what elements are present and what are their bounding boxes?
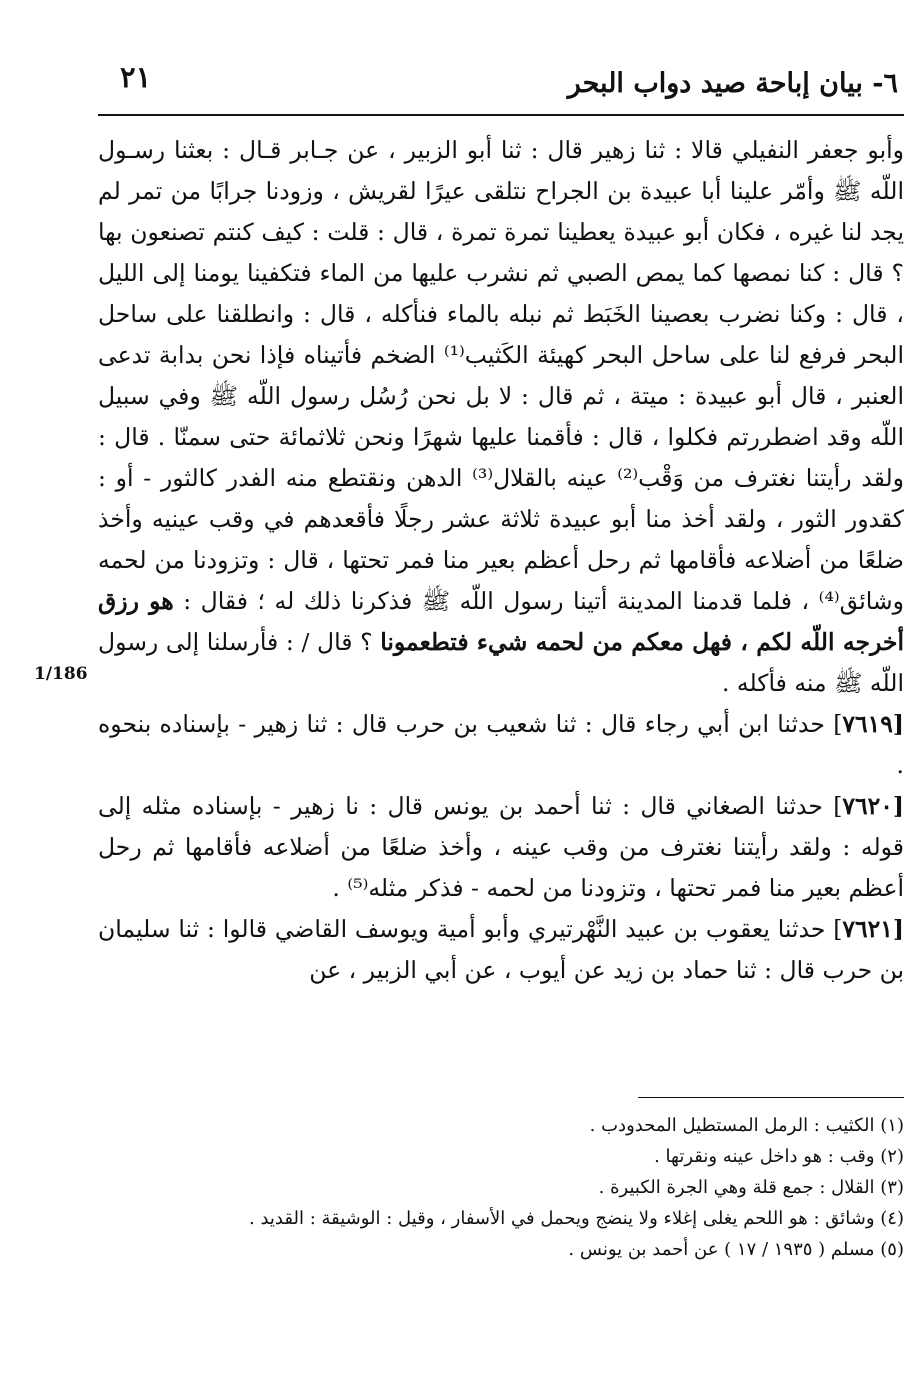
footnote-3: (٣) القلال : جمع قلة وهي الجرة الكبيرة . <box>598 1177 904 1198</box>
hadith-number: ٧٦٢١ <box>842 915 893 943</box>
margin-reference: 1/186 <box>34 664 88 684</box>
hadith-text: ] حدثنا الصغاني قال : ثنا أحمد بن يونس قال : نا زهير - بإسناده مثله إلى قوله : ولقد رأيتنا نغترف من وقب عينه ، وأخذ ضلعًا من أضلاعه فأقامها ثم رحل أعظم بعير منا فمر تحتها ، وتزودنا من لحمه - فذكر مثله⁽⁵⁾ . <box>98 792 904 902</box>
chapter-title: ٦- بيان إباحة صيد دواب البحر <box>567 68 898 99</box>
footnote-rule <box>638 1097 904 1098</box>
main-text <box>98 130 904 991</box>
hadith-text: ] حدثنا يعقوب بن عبيد النَّهْرتيري وأبو أمية ويوسف القاضي قالوا : ثنا سليمان بن حرب قال : ثنا حماد بن زيد عن أيوب ، عن أبي الزبير ، عن <box>98 915 904 984</box>
paragraph-1 <box>98 130 904 704</box>
footnote-1: (١) الكثيب : الرمل المستطيل المحدودب . <box>589 1115 904 1136</box>
hadith-7621 <box>98 909 904 991</box>
footnote-2: (٢) وقب : هو داخل عينه ونقرتها . <box>654 1146 904 1167</box>
paragraph-1-end: ؟ قال / : فأرسلنا إلى رسول اللّه ﷺ منه فأكله . <box>98 628 904 697</box>
header-rule <box>98 114 904 116</box>
hadith-7619 <box>98 704 904 786</box>
page-header <box>98 60 904 110</box>
paragraph-1-text: وأبو جعفر النفيلي قالا : ثنا زهير قال : ثنا أبو الزبير ، عن جـابر قـال : بعثنا رسـول اللّه ﷺ وأمّر علينا أبا عبيدة بن الجراح نتلقى عيرًا لقريش ، وزودنا جرابًا من تمر لم يجد لنا غيره ، فكان أبو عبيدة يعطينا تمرة تمرة ، قال : قلت : كيف كنتم تصنعون بها ؟ قال : كنا نمصها كما يمص الصبي ثم نشرب عليها من الماء فتكفينا يومنا إلى الليل ، قال : وكنا نضرب بعصينا الخَبَط ثم نبله بالماء فنأكله ، قال : وانطلقنا على ساحل البحر فرفع لنا على ساحل البحر كهيئة الكَثيب⁽¹⁾ الضخم فأتيناه فإذا نحن بدابة تدعى العنبر ، قال أبو عبيدة : ميتة ، ثم قال : لا بل نحن رُسُل رسول اللّه ﷺ وفي سبيل اللّه وقد اضطررتم فكلوا ، قال : فأقمنا عليها شهرًا ونحن ثلاثمائة حتى سمنّا . قال : ولقد رأيتنا نغترف من وَقْب⁽²⁾ عينه بالقلال⁽³⁾ الدهن ونقتطع منه الفدر كالثور - أو : كقدور الثور ، ولقد أخذ منا أبو عبيدة ثلاثة عشر رجلًا فأقعدهم في وقب عينيه وأخذ ضلعًا من أضلاعه فأقامها ثم رحل أعظم بعير منا فمر تحتها ، قال : وتزودنا من لحمه وشائق⁽⁴⁾ ، فلما قدمنا المدينة أتينا رسول اللّه ﷺ فذكرنا ذلك له ؛ فقال : <box>98 136 905 615</box>
hadith-number: ٧٦٢٠ <box>842 792 893 820</box>
hadith-open-bracket: [ <box>892 915 904 943</box>
footnotes <box>98 1110 904 1265</box>
footnote-5: (٥) مسلم ( ١٩٣٥ / ١٧ ) عن أحمد بن يونس . <box>568 1239 904 1260</box>
hadith-text: ] حدثنا ابن أبي رجاء قال : ثنا شعيب بن حرب قال : ثنا زهير - بإسناده بنحوه . <box>98 710 904 779</box>
footnote-4: (٤) وشائق : هو اللحم يغلى إغلاء ولا ينضج ويحمل في الأسفار ، وقيل : الوشيقة : القديد . <box>249 1208 904 1229</box>
hadith-open-bracket: [ <box>892 792 904 820</box>
hadith-open-bracket: [ <box>892 710 904 738</box>
hadith-number: ٧٦١٩ <box>842 710 893 738</box>
hadith-7620 <box>98 786 904 909</box>
prophet-quote: هو رزق أخرجه اللّه لكم ، فهل معكم من لحمه شيء فتطعمونا <box>98 587 904 656</box>
page-number: ٢١ <box>120 60 152 94</box>
